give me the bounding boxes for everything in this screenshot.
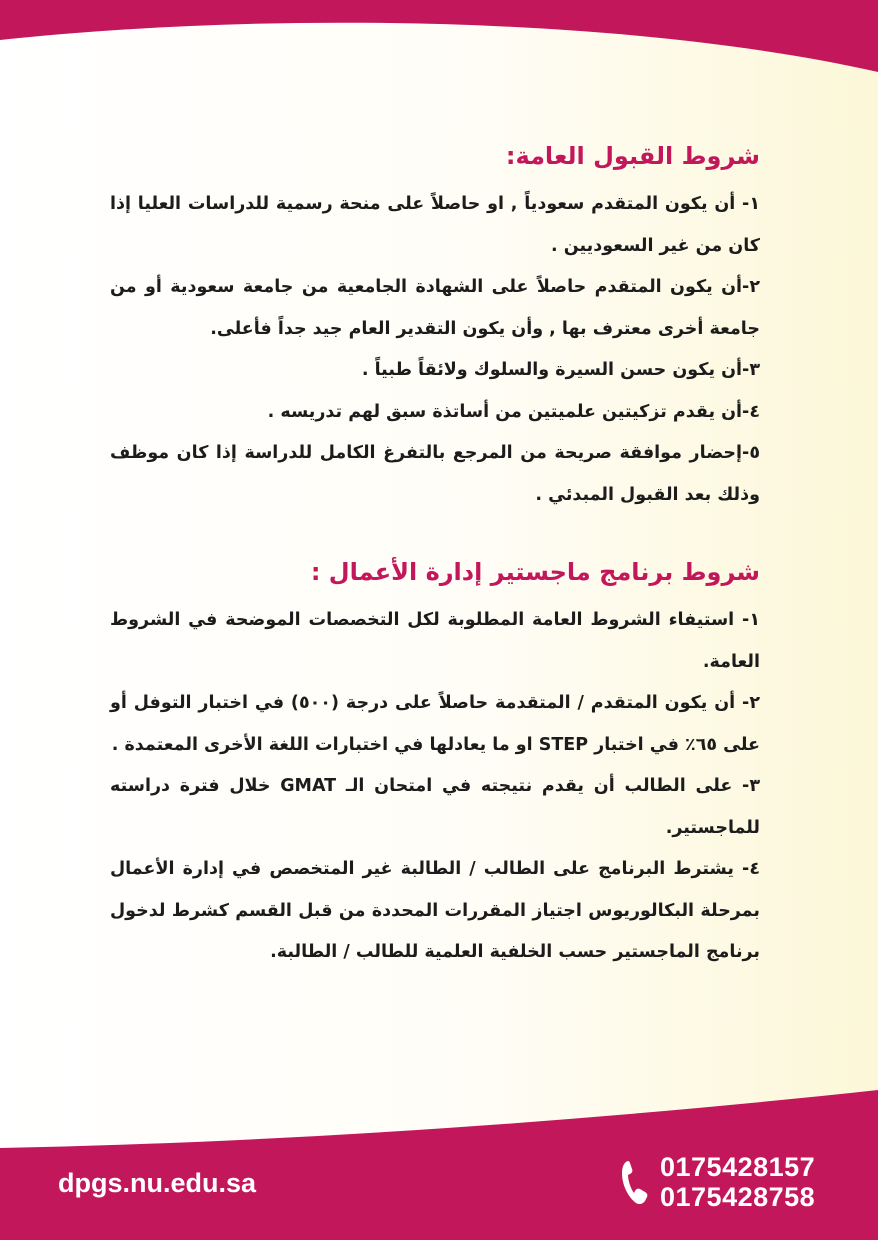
top-wave-banner [0,0,878,80]
mba-condition-item: ٢- أن يكون المتقدم / المتقدمة حاصلاً على درجة (٥٠٠) في اختبار التوفل أو على ٦٥٪ في اختبار STEP او ما يعادلها في اختبارات اللغة الأخرى المعتمدة . [110,693,761,755]
website-link[interactable]: dpgs.nu.edu.sa [58,1168,257,1198]
mba-condition-item: ٤- يشترط البرنامج على الطالب / الطالبة غير المتخصص في إدارة الأعمال بمرحلة البكالوريوس اجتياز المقررات المحددة من قبل القسم كشرط لدخول برنامج الماجستير حسب الخلفية العلمية للطالب / الطالبة. [110,859,760,962]
mba-condition-item: ٣- على الطالب أن يقدم نتيجته في امتحان الـ GMAT خلال فترة دراسته للماجستير. [110,776,760,838]
general-condition-item: ٤-أن يقدم تزكيتين علميتين من أساتذة سبق لهم تدريسه . [267,401,760,422]
general-condition-item: ٢-أن يكون المتقدم حاصلاً على الشهادة الجامعية من جامعة سعودية أو من جامعة أخرى معترف بها , وأن يكون التقدير العام جيد جداً فأعلى. [110,277,760,339]
mba-conditions-title: شروط برنامج ماجستير إدارة الأعمال : [310,558,760,586]
general-condition-item: ٥-إحضار موافقة صريحة من المرجع بالتفرغ الكامل للدراسة إذا كان موظف وذلك بعد القبول المبدئي . [110,443,760,505]
phone-number[interactable]: 0175428157 [660,1152,816,1182]
mba-condition-item: ١- استيفاء الشروط العامة المطلوبة لكل التخصصات الموضحة في الشروط العامة. [110,610,760,672]
general-condition-item: ٣-أن يكون حسن السيرة والسلوك ولائقاً طبياً . [361,360,760,380]
conditions-content [110,138,760,974]
phone-numbers-list [660,1152,815,1212]
general-conditions-title: شروط القبول العامة: [505,142,760,170]
mba-conditions-section [110,554,760,974]
general-condition-item: ١- أن يكون المتقدم سعودياً , او حاصلاً على منحة رسمية للدراسات العليا إذا كان من غير السعوديين . [110,194,760,256]
phone-icon [620,1159,650,1205]
general-conditions-section [110,138,760,516]
phone-number[interactable]: 0175428758 [660,1182,816,1212]
phone-contacts [620,1152,815,1212]
